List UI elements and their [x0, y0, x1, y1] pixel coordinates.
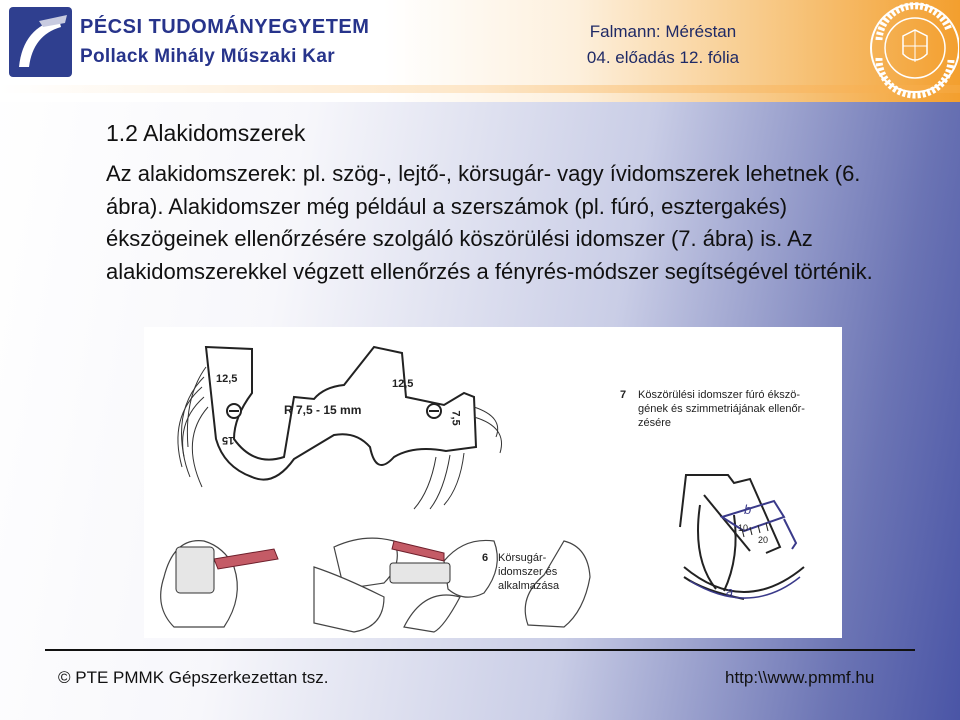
lecture-info: 04. előadás 12. fólia	[586, 48, 740, 67]
gauge-side-label: 7,5	[449, 410, 462, 426]
footer-copyright: © PTE PMMK Gépszerkezettan tsz.	[58, 668, 329, 687]
gauge-bottom-label: 15	[222, 434, 235, 446]
slide-body-text: Az alakidomszerek: pl. szög-, lejtő-, körsugár- vagy ívidomszerek lehetnek (6. ábra). Alakidomszer még például a szerszámok (pl. fúró, esztergakés) ékszögeinek ellenőrzésére szolgáló köszörülési idomszer (7. ábra) is. Az alakidomszerekkel végzett ellenőrzés a fényrés-módszer segítségével történik.	[106, 161, 873, 284]
scale-label-10: 10	[738, 523, 749, 533]
course-title: Falmann: Méréstan	[589, 22, 737, 41]
footer-url[interactable]: http:\\www.pmmf.hu	[725, 668, 875, 687]
angle-label-b: b	[744, 502, 752, 517]
gauge-range-label: R 7,5 - 15 mm	[284, 403, 362, 417]
gauge-label-left: 12,5	[216, 373, 238, 385]
angle-label-a: a	[726, 584, 734, 599]
fig7-caption: Köszörülési idomszer fúró ékszö- gének és szimmetriájának ellenőr- zésére	[638, 389, 805, 429]
figure-panel	[144, 327, 842, 638]
fig6-caption: Körsugár- idomszer és alkalmazása	[498, 552, 560, 592]
gauge-label-right: 12,5	[392, 378, 414, 390]
header-accent-bar	[0, 85, 960, 93]
fig6-number: 6	[482, 552, 489, 564]
faculty-name: Pollack Mihály Műszaki Kar	[80, 46, 335, 67]
scale-label-20: 20	[758, 535, 769, 545]
university-logo	[9, 7, 72, 77]
university-name: PÉCSI TUDOMÁNYEGYETEM	[80, 16, 370, 38]
footer-divider	[45, 649, 915, 651]
university-seal	[863, 0, 959, 102]
slide-title: 1.2 Alakidomszerek	[106, 120, 306, 146]
slide-header	[0, 0, 960, 102]
gauge-illustration	[144, 327, 842, 638]
fig7-number: 7	[620, 389, 627, 401]
